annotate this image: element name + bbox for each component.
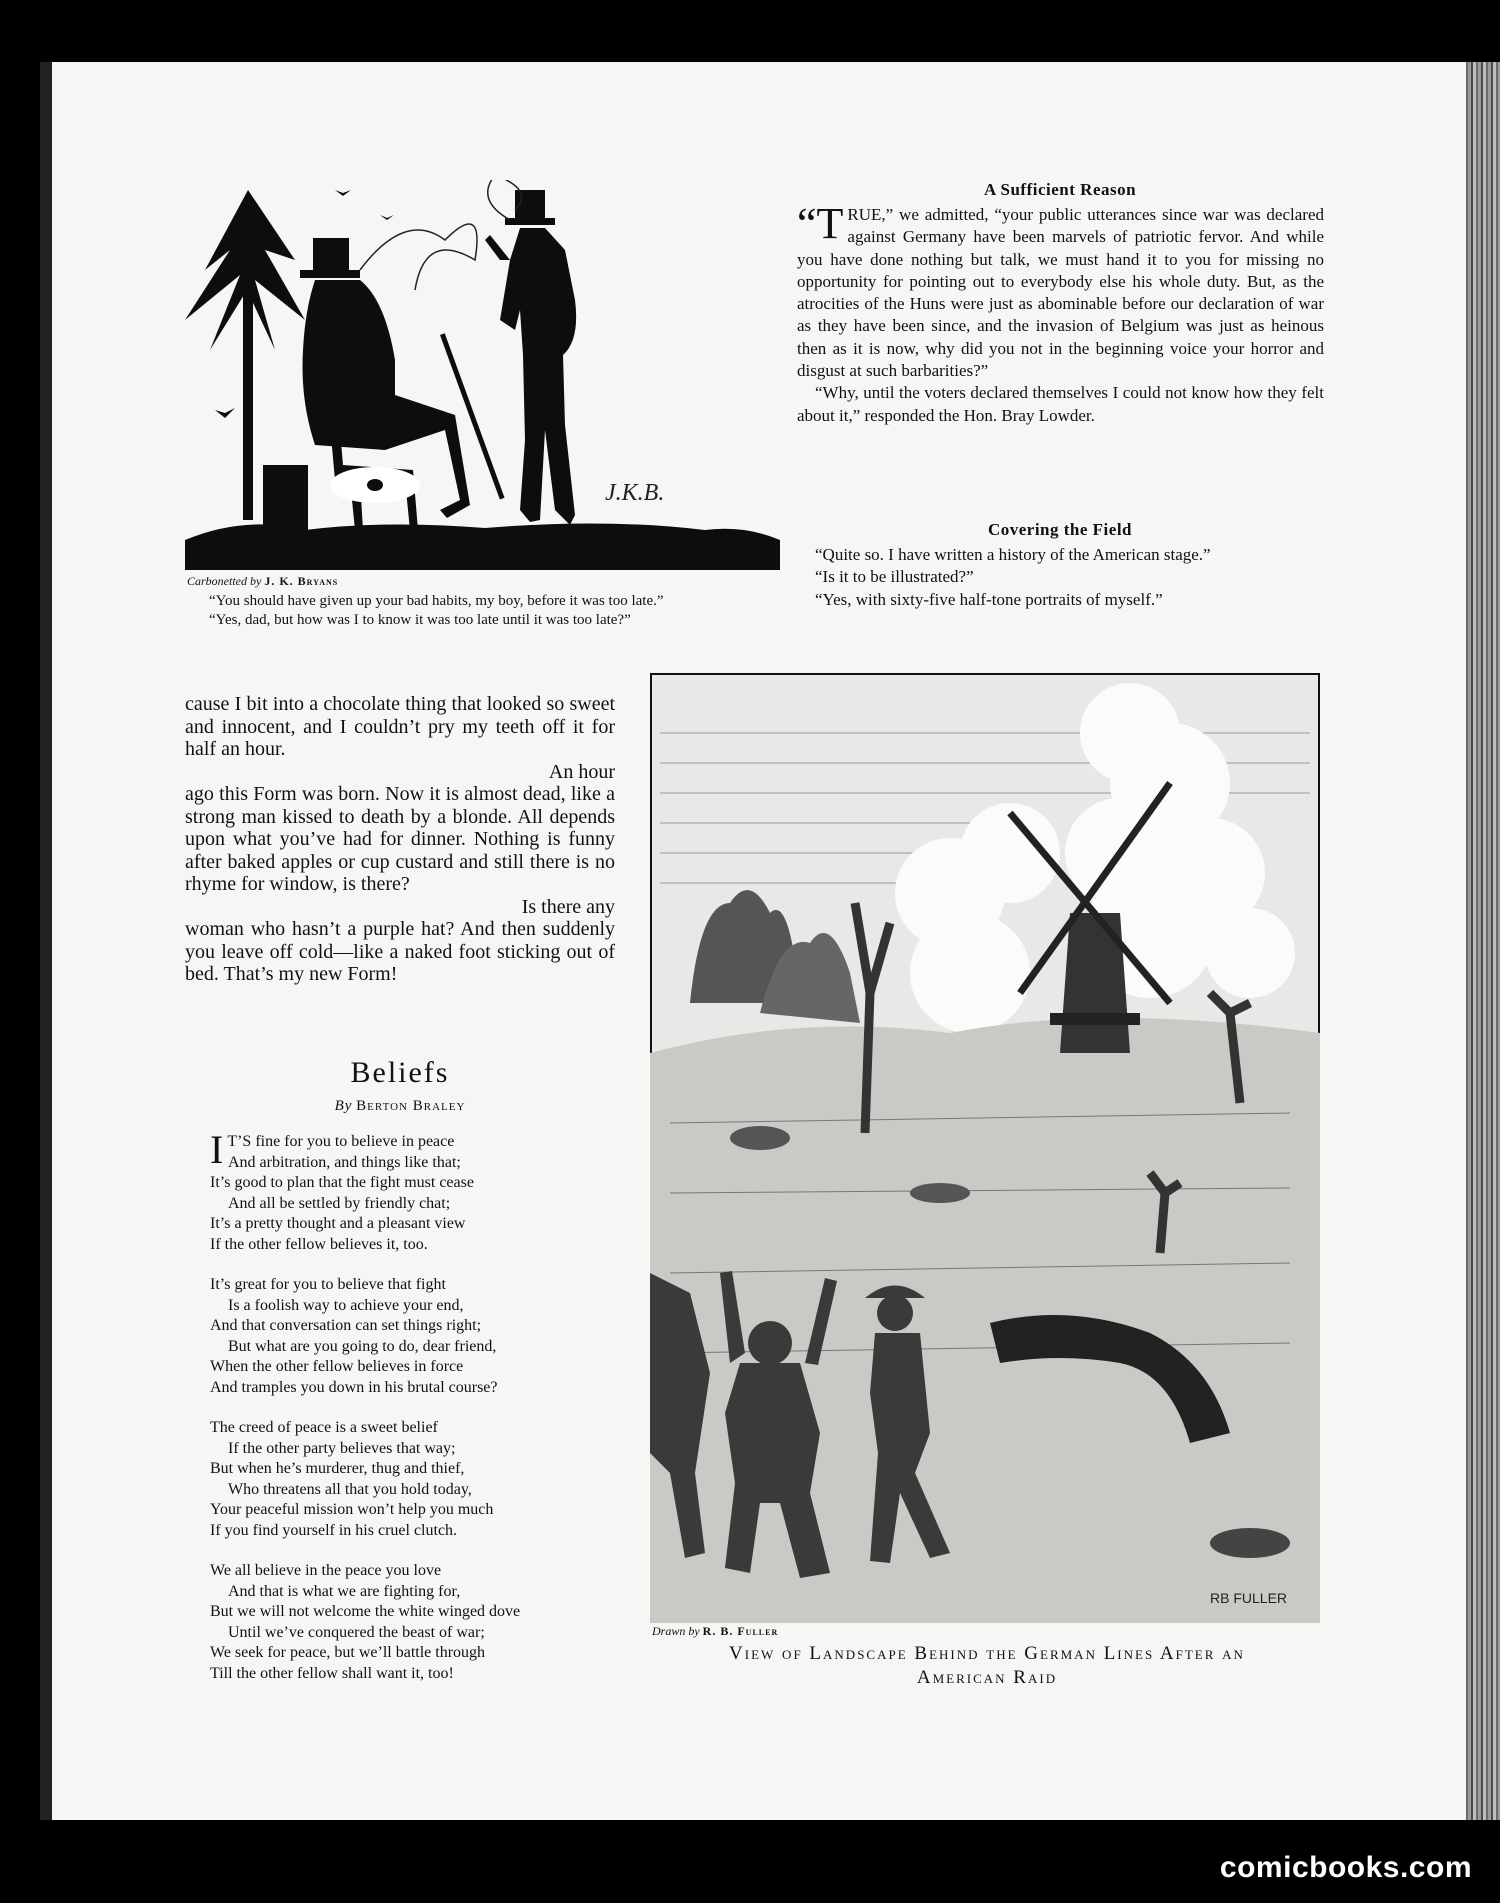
- cartoon1-caption-line-2: “Yes, dad, but how was I to know it was too late until it was too late?”: [209, 612, 631, 628]
- poem-line: If the other fellow believes it, too.: [210, 1235, 428, 1253]
- poem-line: We all believe in the peace you love: [210, 1562, 442, 1579]
- form-text-part-3-start: Is there any: [521, 895, 615, 918]
- cartoon1-credit-name: J. K. Bryans: [264, 574, 339, 588]
- cartoon2-caption-line-2: American Raid: [916, 1667, 1058, 1688]
- cartoon2-signature: RB FULLER: [1210, 1590, 1288, 1606]
- poem-byline: [185, 1098, 615, 1115]
- poem-line: It’s a pretty thought and a pleasant view: [210, 1215, 466, 1232]
- poem-line: When the other fellow believes in force: [210, 1358, 464, 1375]
- cartoon2-credit: [652, 1624, 778, 1639]
- sufficient-reason-body: [797, 199, 1324, 427]
- poem-stanza-4: [210, 1561, 620, 1684]
- poem-stanza-3: [210, 1418, 620, 1541]
- poem-line: Till the other fellow shall want it, too!: [210, 1664, 454, 1682]
- silhouette-cartoon: [185, 180, 780, 570]
- covering-field-line-2: “Is it to be illustrated?”: [815, 567, 974, 587]
- poem-line: If the other party believes that way;: [228, 1439, 456, 1457]
- poem-line: T’S fine for you to believe in peace: [227, 1133, 455, 1150]
- poem-line: Until we’ve conquered the beast of war;: [228, 1623, 485, 1641]
- book-spine: [1466, 62, 1500, 1820]
- sufficient-reason-dropcap: “T: [797, 199, 844, 248]
- form-text-part-1: cause I bit into a chocolate thing that looked so sweet and innocent, and I couldn’t pry my teeth off it for half an hour.: [185, 693, 615, 760]
- form-text-column: [185, 693, 615, 986]
- poem-line: Your peaceful mission won’t help you much: [210, 1501, 494, 1518]
- poem-line: And all be settled by friendly chat;: [228, 1194, 451, 1212]
- poem-line: And tramples you down in his brutal course?: [210, 1378, 498, 1396]
- site-watermark: comicbooks.com: [1219, 1851, 1472, 1884]
- sufficient-reason-lead: RUE,” we admitted, “your public utterances since war was declared against Germany have been marvels of patriotic fervor. And while you have done nothing but talk, we must hand it to you for missing no opportunity for pointing out to everybody else his whole duty. But, as the atrocities of the Huns were just as abominable before our declaration of war as they have been since, and the invasion of Belgium was just as heinous then as it is now, why did you not in the beginning voice your horror and disgust at such barbarities?”: [797, 205, 1324, 381]
- covering-field-body: [797, 544, 1324, 611]
- poem-dropcap: I: [210, 1127, 224, 1172]
- poem-byline-by: By: [334, 1098, 353, 1114]
- cartoon1-caption-line-1: “You should have given up your bad habits, my boy, before it was too late.”: [209, 593, 664, 609]
- covering-field-line-3: “Yes, with sixty-five half-tone portraits of myself.”: [815, 589, 1163, 609]
- sufficient-reason-title: A Sufficient Reason: [983, 180, 1137, 199]
- poem-line: The creed of peace is a sweet belief: [210, 1419, 438, 1436]
- sufficient-reason-reply: “Why, until the voters declared themselves I could not know how they felt about it,” responded the Hon. Bray Lowder.: [797, 383, 1324, 425]
- cartoon1-credit-prefix: Carbonetted by: [187, 574, 262, 588]
- poem-line: It’s great for you to believe that fight: [210, 1276, 446, 1293]
- cartoon2-caption-line-1: View of Landscape Behind the German Lines After an: [729, 1643, 1245, 1664]
- cartoon1-signature: J.K.B.: [605, 480, 665, 506]
- poem-author: Berton Braley: [356, 1098, 466, 1114]
- cartoon2-credit-prefix: Drawn by: [652, 1624, 700, 1638]
- covering-field-title: Covering the Field: [987, 520, 1133, 539]
- poem-line: But we will not welcome the white winged dove: [210, 1603, 521, 1620]
- cartoon2-caption: [652, 1642, 1322, 1690]
- form-text-part-3: woman who hasn’t a purple hat? And then suddenly you leave off cold—like a naked foot sticking out of bed. That’s my new Form!: [185, 918, 615, 985]
- cartoon2-credit-name: R. B. Fuller: [702, 1624, 779, 1638]
- poem-line: And arbitration, and things like that;: [228, 1153, 461, 1171]
- poem-line: It’s good to plan that the fight must cease: [210, 1174, 474, 1191]
- poem-line: Is a foolish way to achieve your end,: [228, 1296, 464, 1314]
- form-text-part-2-start: An hour: [548, 760, 615, 783]
- poem-stanza-2: [210, 1275, 620, 1398]
- poem-line: We seek for peace, but we’ll battle through: [210, 1644, 486, 1661]
- poem-body: [210, 1127, 620, 1704]
- form-text-part-2: ago this Form was born. Now it is almost dead, like a strong man kissed to death by a blonde. All depends upon what you’ve had for dinner. Nothing is funny after baked apples or cup custard and still there is no rhyme for window, is there?: [185, 783, 615, 895]
- covering-field-line-1: “Quite so. I have written a history of the American stage.”: [815, 545, 1211, 564]
- cartoon1-caption: [187, 592, 752, 630]
- poem-line: Who threatens all that you hold today,: [228, 1480, 472, 1498]
- poem-line: If you find yourself in his cruel clutch.: [210, 1521, 458, 1539]
- poem-line: And that conversation can set things right;: [210, 1317, 482, 1334]
- poem-stanza-1: [210, 1127, 620, 1255]
- poem-line: And that is what we are fighting for,: [228, 1582, 461, 1600]
- poem-line: But when he’s murderer, thug and thief,: [210, 1460, 465, 1477]
- poem-title: Beliefs: [350, 1056, 450, 1089]
- cartoon1-credit: [187, 574, 338, 589]
- poem-line: But what are you going to do, dear friend,: [228, 1337, 497, 1355]
- war-cartoon-illustration: [650, 673, 1320, 1623]
